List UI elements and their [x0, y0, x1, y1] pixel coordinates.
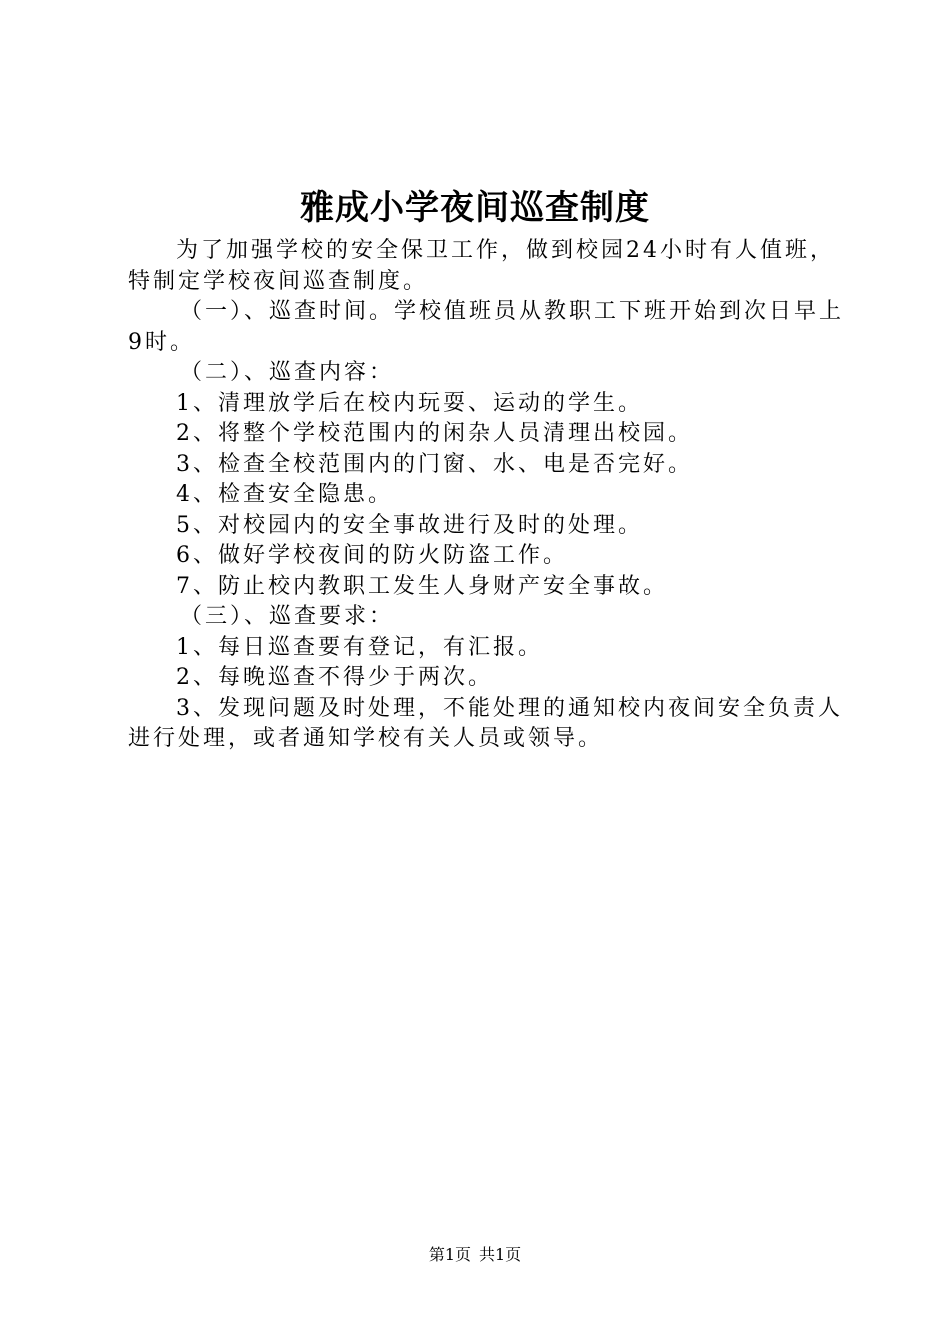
section-2-item: 1、清理放学后在校内玩耍、运动的学生。: [176, 390, 643, 416]
page-number-total: 共1页: [479, 1245, 522, 1264]
section-2-item: 5、对校园内的安全事故进行及时的处理。: [176, 512, 643, 538]
document-body: [128, 236, 850, 755]
section-2-item: 4、检查安全隐患。: [176, 482, 393, 507]
section-2-item: 2、将整个学校范围内的闲杂人员清理出校园。: [176, 421, 693, 446]
section-2-item: 3、检查全校范围内的门窗、水、电是否完好。: [176, 451, 693, 477]
section-2-heading: （二）、巡查内容：: [180, 360, 395, 385]
page-footer: [0, 1244, 950, 1266]
page-number-current: 第1页: [428, 1245, 471, 1264]
section-3-item: 3、发现问题及时处理，不能处理的通知校内夜间安全负责人进行处理，或者通知学校有关人员或领导。: [128, 695, 843, 751]
section-3-item: 2、每晚巡查不得少于两次。: [176, 665, 493, 690]
document-title: 雅成小学夜间巡查制度: [300, 188, 650, 228]
intro-paragraph: 为了加强学校的安全保卫工作，做到校园24小时有人值班，特制定学校夜间巡查制度。: [128, 238, 835, 294]
section-3-item: 1、每日巡查要有登记，有汇报。: [176, 634, 543, 660]
section-3-heading: （三）、巡查要求：: [180, 604, 395, 629]
section-1-paragraph: （一）、巡查时间。学校值班员从教职工下班开始到次日早上9时。: [128, 299, 845, 355]
section-2-item: 7、防止校内教职工发生人身财产安全事故。: [176, 573, 668, 599]
section-2-item: 6、做好学校夜间的防火防盗工作。: [176, 543, 568, 568]
